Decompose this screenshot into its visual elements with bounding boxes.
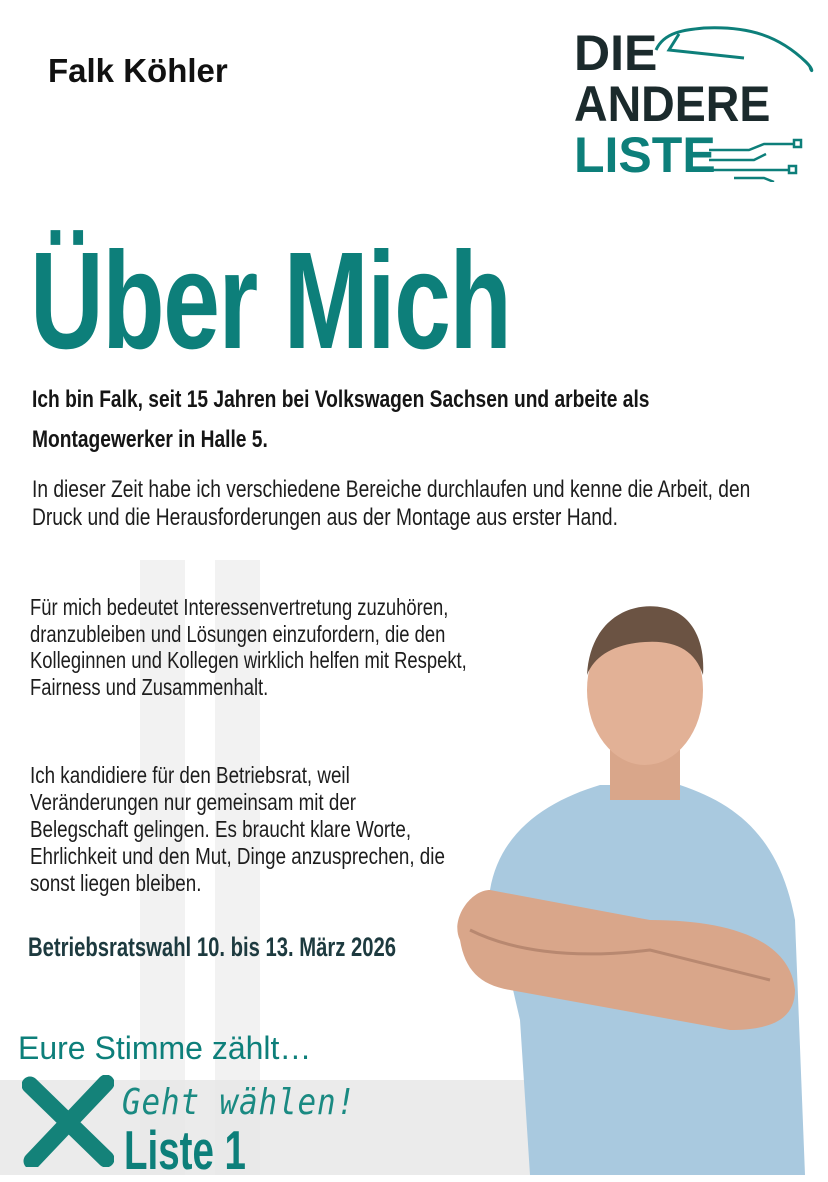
logo-line-die: DIE xyxy=(574,25,658,81)
page-title: Über Mich xyxy=(30,224,511,378)
ballot-cross-icon xyxy=(22,1075,114,1167)
paragraph-experience: In dieser Zeit habe ich verschiedene Bereiche durchlaufen und kenne die Arbeit, den Druck und die Herausforderungen aus der Montage aus erster Hand. xyxy=(32,476,751,531)
candidate-name: Falk Köhler xyxy=(48,52,228,89)
election-date: Betriebsratswahl 10. bis 13. März 2026 xyxy=(28,932,397,962)
logo xyxy=(574,22,819,182)
paragraph-representation: Für mich bedeutet Interessenvertretung zuzuhören, dranzubleiben und Lösungen einzufordern, die den Kolleginnen und Kollegen wirklich helfen mit Respekt, Fairness und Zusammenhalt. xyxy=(30,594,467,700)
list-number: Liste 1 xyxy=(124,1119,246,1181)
slogan: Eure Stimme zählt… xyxy=(18,1030,312,1066)
intro-text: Ich bin Falk, seit 15 Jahren bei Volkswagen Sachsen und arbeite als Montagewerker in Halle 5. xyxy=(32,386,650,453)
logo-line-andere: ANDERE xyxy=(574,76,771,132)
paragraph-candidacy: Ich kandidiere für den Betriebsrat, weil Veränderungen nur gemeinsam mit der Belegschaft gelingen. Es braucht klare Worte, Ehrlichkeit und den Mut, Dinge anzusprechen, die sonst liegen bleiben. xyxy=(30,762,445,896)
logo-line-liste: LISTE xyxy=(574,127,716,183)
call-to-vote: Geht wählen! xyxy=(122,1082,357,1123)
candidate-photo xyxy=(450,590,828,1175)
